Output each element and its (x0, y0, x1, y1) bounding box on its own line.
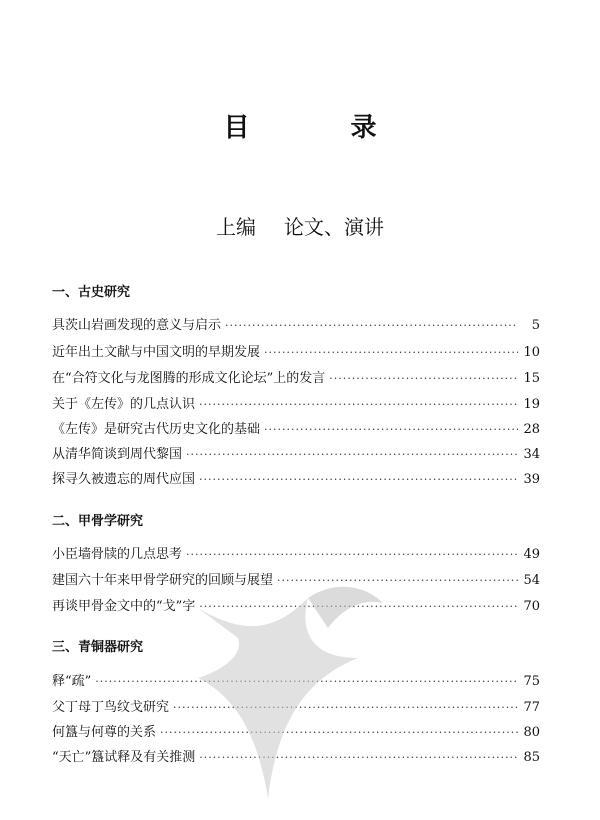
toc-entry-page: 34 (523, 447, 540, 462)
leader-dots (264, 420, 518, 440)
part-label: 上编 (216, 215, 256, 239)
toc-entry-title: 《左传》是研究古代历史文化的基础 (52, 422, 261, 437)
toc-entry[interactable] (52, 420, 540, 440)
leader-dots (186, 545, 518, 565)
toc-entry-page: 28 (523, 422, 540, 437)
toc-entry-title: 在“合符文化与龙图腾的形成文化论坛”上的发言 (52, 371, 326, 386)
toc-entry-page: 54 (523, 573, 540, 588)
leader-dots (186, 445, 518, 465)
part-title (0, 213, 600, 241)
toc-entry-page: 80 (523, 725, 540, 740)
toc-entry-title: 关于《左传》的几点认识 (52, 397, 196, 412)
leader-dots (225, 316, 518, 336)
toc-entry[interactable] (52, 369, 540, 389)
toc-entry[interactable] (52, 545, 540, 565)
toc-entry[interactable] (52, 395, 540, 415)
toc-entry-page: 85 (523, 750, 540, 765)
toc-entry-page: 5 (531, 318, 540, 333)
section-heading: 二、甲骨学研究 (52, 514, 144, 529)
toc-entry[interactable] (52, 316, 540, 336)
toc-entry-title: 近年出土文献与中国文明的早期发展 (52, 345, 261, 360)
leader-dots (199, 470, 518, 490)
toc-entry-page: 19 (523, 397, 540, 412)
toc-entry-title: 建国六十年来甲骨学研究的回顾与展望 (52, 573, 274, 588)
leader-dots (264, 343, 518, 363)
toc-entry-title: 小臣墙骨牍的几点思考 (52, 547, 183, 562)
toc-entry-title: 父丁母丁鸟纹戈研究 (52, 700, 170, 715)
toc-entry-page: 15 (523, 371, 540, 386)
toc-entry-page: 77 (523, 700, 540, 715)
leader-dots (329, 369, 518, 389)
part-name: 论文、演讲 (284, 215, 384, 239)
bird-swoosh-icon (188, 568, 388, 808)
section-heading: 三、青铜器研究 (52, 640, 144, 655)
page-title: 目 录 (223, 113, 423, 143)
toc-entry-title: 释“疏” (52, 674, 92, 689)
toc-entry-page: 10 (523, 345, 540, 360)
toc-entry-title: 从清华简谈到周代黎国 (52, 447, 183, 462)
toc-entry-page: 49 (523, 547, 540, 562)
toc-entry-page: 39 (523, 472, 540, 487)
toc-entry-title: “天亡”簋试释及有关推测 (52, 750, 196, 765)
toc-entry-title: 何簋与何尊的关系 (52, 725, 157, 740)
toc-entry[interactable] (52, 445, 540, 465)
toc-entry-page: 70 (523, 599, 540, 614)
toc-entry[interactable] (52, 470, 540, 490)
leader-dots (199, 395, 518, 415)
toc-entry-title: 探寻久被遗忘的周代应国 (52, 472, 196, 487)
toc-entry[interactable] (52, 343, 540, 363)
toc-entry-title: 具茨山岩画发现的意义与启示 (52, 318, 222, 333)
section-heading: 一、古史研究 (52, 285, 131, 300)
toc-entry-title: 再谈甲骨金文中的“戈”字 (52, 599, 196, 614)
toc-entry-page: 75 (523, 674, 540, 689)
